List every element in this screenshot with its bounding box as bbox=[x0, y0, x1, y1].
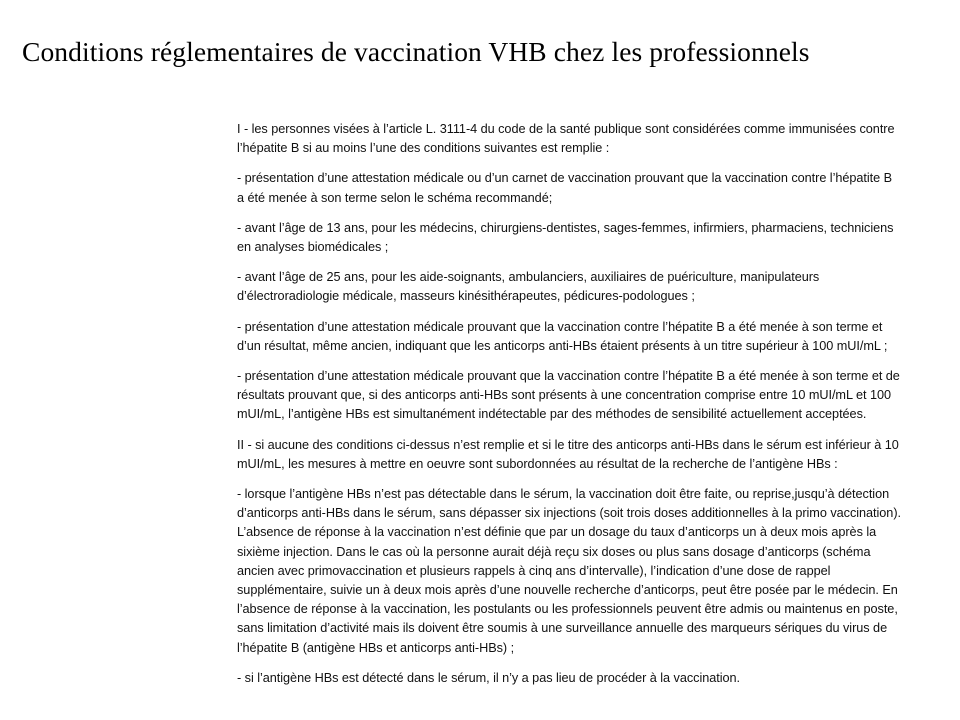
body-paragraph: - présentation d’une attestation médicale prouvant que la vaccination contre l’hépatite B a été menée à son terme et de résultats prouvant que, si des anticorps anti-HBs sont présents à une concentration comprise entre 10 mUI/mL et 100 mUI/mL, l’antigène HBs est simultanément indétectable par des méthodes de sensibilité actuellement acceptées. bbox=[237, 368, 900, 422]
body-paragraph: - lorsque l’antigène HBs n’est pas détectable dans le sérum, la vaccination doit être faite, ou reprise,jusqu’à détection d’anticorps anti-HBs dans le sérum, sans dépasser six injections (soit trois doses additionnelles à la primo vaccination). L’absence de réponse à la vaccination n’est définie que par un dosage du taux d’anticorps un à deux mois après la sixième injection. Dans le cas où la personne aurait déjà reçu six doses ou plus sans dosage d’anticorps (schéma ancien avec primovaccination et plusieurs rappels à cinq ans d’intervalle), l’indication d’une dose de rappel supplémentaire, suivie un à deux mois après d’une nouvelle recherche d’anticorps, peut être posée par le médecin. En l’absence de réponse à la vaccination, les postulants ou les professionnels peuvent être admis ou maintenus en poste, sans limitation d’activité mais ils doivent être soumis à une surveillance annuelle des marqueurs sériques du virus de l’hépatite B (antigène HBs et anticorps anti-HBs) ; bbox=[237, 486, 901, 655]
body-paragraph: - avant l’âge de 13 ans, pour les médecins, chirurgiens-dentistes, sages-femmes, infirmiers, pharmaciens, techniciens en analyses biomédicales ; bbox=[237, 219, 894, 255]
page-title: Conditions réglementaires de vaccination VHB chez les professionnels bbox=[22, 36, 810, 67]
body-paragraph: - avant l’âge de 25 ans, pour les aide-soignants, ambulanciers, auxiliaires de puériculture, manipulateurs d’électroradiologie médicale, masseurs kinésithérapeutes, pédicures-podologues ; bbox=[237, 269, 820, 304]
slide-body bbox=[237, 119, 933, 687]
body-paragraph: - présentation d’une attestation médicale ou d’un carnet de vaccination prouvant que la vaccination contre l’hépatite B a été menée à son terme selon le schéma recommandé; bbox=[237, 170, 893, 205]
body-paragraph: - si l’antigène HBs est détecté dans le sérum, il n’y a pas lieu de procéder à la vaccination. bbox=[237, 669, 741, 685]
body-paragraph: I - les personnes visées à l’article L. 3111-4 du code de la santé publique sont considérées comme immunisées contre l’hépatite B si au moins l’une des conditions suivantes est remplie : bbox=[237, 121, 895, 156]
body-paragraph: II - si aucune des conditions ci-dessus n’est remplie et si le titre des anticorps anti-HBs dans le sérum est inférieur à 10 mUI/mL, les mesures à mettre en oeuvre sont subordonnées au résultat de la recherche de l’antigène HBs : bbox=[237, 436, 899, 471]
body-paragraph: - présentation d’une attestation médicale prouvant que la vaccination contre l’hépatite B a été menée à son terme et d’un résultat, même ancien, indiquant que les anticorps anti-HBs étaient présents à un titre supérieur à 100 mUI/mL ; bbox=[237, 318, 888, 353]
